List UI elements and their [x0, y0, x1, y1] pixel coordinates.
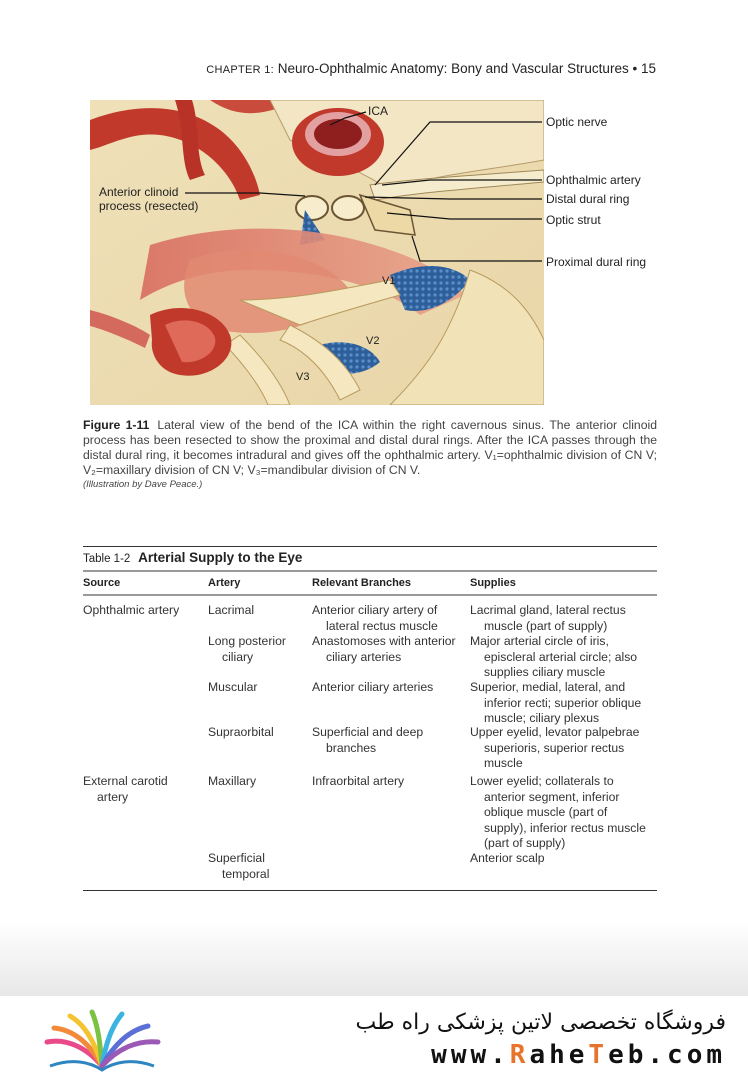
cell-artery: Maxillary: [208, 774, 257, 788]
header-artery: Artery: [208, 577, 241, 589]
cell-artery: Muscular: [208, 680, 258, 694]
table-body: [83, 596, 657, 890]
cell-branches: Infraorbital artery: [312, 774, 405, 788]
header-branches: Relevant Branches: [312, 577, 412, 589]
cell-supplies: Anterior scalp: [470, 851, 545, 865]
table-row: [83, 774, 657, 851]
cell-supplies: Superior, medial, lateral, and inferior recti; superior oblique muscle; ciliary plexus: [470, 680, 642, 725]
chapter-label: CHAPTER 1:: [206, 64, 275, 76]
label-anterior-clinoid-line2: process (resected): [99, 199, 199, 213]
table-row: [83, 680, 657, 725]
label-proximal-dural-ring: Proximal dural ring: [546, 255, 647, 269]
table-title-text: Arterial Supply to the Eye: [138, 550, 303, 565]
page-number: 15: [640, 61, 656, 76]
figure-caption: [83, 418, 657, 491]
caption-credit: (Illustration by Dave Peace.): [83, 479, 203, 490]
cell-supplies: Lower eyelid; collaterals to anterior segment, inferior oblique muscle (part of supply), inferior rectus muscle (part of supply): [470, 774, 646, 850]
cell-branches: Anterior ciliary arteries: [312, 680, 434, 694]
label-v3: V3: [296, 371, 310, 383]
table-header: [83, 572, 657, 594]
table-row: [83, 603, 657, 634]
caption-text: Lateral view of the bend of the ICA within the right cavernous sinus. The anterior clinoid process has been resected to show the proximal and distal dural rings. After the ICA passes through the distal dural ring, it becomes intradural and gives off the ophthalmic artery. V₁=ophthalmic division of CN V; V₂=maxillary division of CN V; V₃=mandibular division of CN V.: [83, 418, 657, 477]
cell-artery: Long posterior ciliary: [208, 634, 286, 664]
header-supplies: Supplies: [470, 577, 516, 589]
cell-artery: Superficial temporal: [208, 851, 270, 881]
figure-label: Figure 1-11: [83, 418, 150, 432]
label-v1: V1: [382, 275, 396, 287]
label-v2: V2: [366, 335, 380, 347]
table-rule-bottom: [83, 890, 657, 891]
cell-artery: Lacrimal: [208, 603, 255, 617]
table-title: [83, 546, 657, 570]
cell-supplies: Upper eyelid, levator palpebrae superioris, superior rectus muscle: [470, 725, 640, 770]
cell-branches: Superficial and deep branches: [312, 725, 424, 755]
chapter-title: Neuro-Ophthalmic Anatomy: Bony and Vascular Structures: [277, 61, 629, 76]
label-anterior-clinoid-line1: Anterior clinoid: [99, 185, 179, 199]
cell-branches: Anterior ciliary artery of lateral rectus muscle: [312, 603, 438, 633]
cell-source: Ophthalmic artery: [83, 603, 180, 617]
label-distal-dural-ring: Distal dural ring: [546, 192, 630, 206]
cell-branches: Anastomoses with anterior ciliary arteries: [312, 634, 456, 664]
book-logo-icon: [42, 1008, 162, 1079]
cell-supplies: Lacrimal gland, lateral rectus muscle (part of supply): [470, 603, 626, 633]
table-row: [83, 725, 657, 774]
cell-source: External carotid artery: [83, 774, 168, 804]
label-anterior-clinoid: [99, 185, 198, 213]
store-url[interactable]: www.RaheTeb.com: [431, 1040, 726, 1070]
cell-artery: Supraorbital: [208, 725, 274, 739]
label-optic-strut: Optic strut: [546, 213, 601, 227]
label-ophthalmic-artery: Ophthalmic artery: [546, 173, 641, 187]
table-number: Table 1-2: [83, 553, 131, 565]
bullet: •: [632, 61, 638, 76]
table-row: [83, 634, 657, 680]
cell-supplies: Major arterial circle of iris, episcleral arterial circle; also supplies ciliary muscle: [470, 634, 638, 679]
store-name: فروشگاه تخصصی لاتین پزشکی راه طب: [355, 1010, 726, 1035]
label-optic-nerve: Optic nerve: [546, 115, 608, 129]
table-row: [83, 851, 657, 882]
arterial-supply-table: [83, 546, 657, 891]
store-footer: [0, 996, 748, 1080]
header-source: Source: [83, 577, 121, 589]
label-ica: ICA: [368, 104, 389, 118]
